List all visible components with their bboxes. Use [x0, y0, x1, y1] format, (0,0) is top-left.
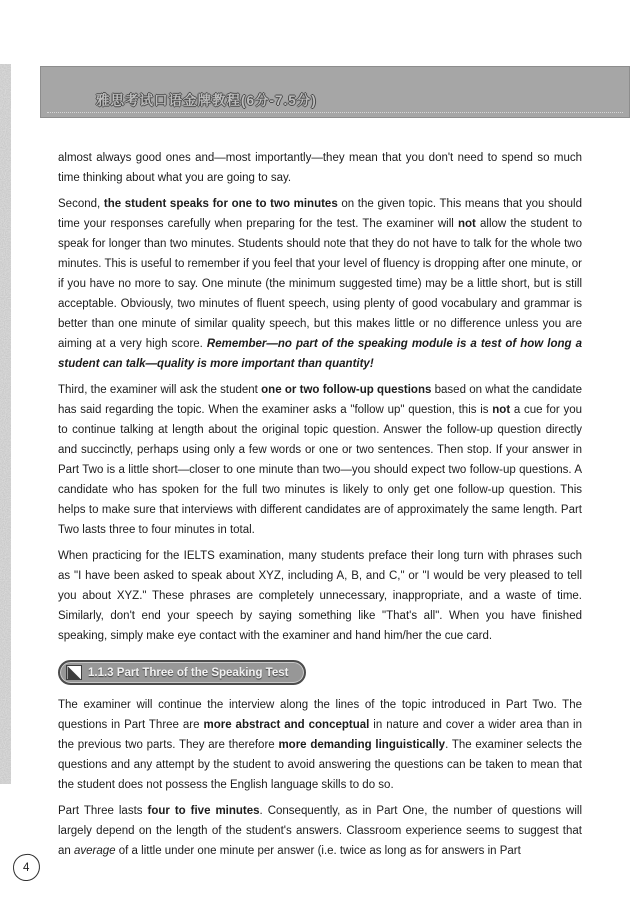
- page-number-badge: [12, 853, 42, 883]
- paragraph: Third, the examiner will ask the student one or two follow-up questions based on what the candidate has said regarding the topic. When the examiner asks a "follow up" question, this is not a cue for you to continue talking at length about the original topic question. Answer the follow-up question directly and succinctly, perhaps using only a few words or one or two sentences. Then stop. If your answer in Part Two is a little short—closer to one minute than two—you should expect two follow-up questions. A candidate who has spoken for the full two minutes is likely to only get one follow-up question. This helps to make sure that interviews with different candidates are of approximately the same length. Part Two lasts three to four minutes in total.: [58, 384, 582, 536]
- section-marker-icon: [66, 665, 82, 680]
- binding-texture: [0, 64, 11, 784]
- paragraph: Part Three lasts four to five minutes. Consequently, as in Part One, the number of questions will largely depend on the length of the student's answers. Classroom experience seems to suggest that an average of a little under one minute per answer (i.e. twice as long as for answers in Part: [58, 805, 583, 857]
- header-banner: [40, 66, 630, 118]
- paragraph: When practicing for the IELTS examination, many students preface their long turn with phrases such as "I have been asked to speak about XYZ, including A, B, and C," or "I would be very pleased to tell you about XYZ." These phrases are completely unnecessary, inappropriate, and a waste of time. Similarly, don't end your speech by saying something like "That's all". When you have finished speaking, simply make eye contact with the examiner and hand him/her the cue card.: [58, 550, 582, 642]
- banner-underline: [47, 112, 623, 113]
- banner-title: 雅思考试口语金牌教程(6分-7.5分): [96, 93, 317, 108]
- section-title: 1.1.3 Part Three of the Speaking Test: [88, 666, 289, 679]
- paragraph: almost always good ones and—most importantly—they mean that you don't need to spend so much time thinking about what you are going to say.: [58, 152, 582, 184]
- section-header: [58, 660, 306, 685]
- paragraph: Second, the student speaks for one to two minutes on the given topic. This means that you should time your responses carefully when preparing for the test. The examiner will not allow the student to speak for longer than two minutes. Students should note that they do not have to talk for the whole two minutes. This is useful to remember if you feel that your level of fluency is dropping after one minute, or if you have no more to say. One minute (the minimum suggested time) may be a little short, but is still acceptable. Obviously, two minutes of fluent speech, using plenty of good vocabulary and grammar is better than one minute of similar quality speech, but this makes little or no difference unless you are aiming at a very high score. Remember—no part of the speaking module is a test of how long a student can talk—quality is more important than quantity!: [58, 198, 582, 370]
- page-number: 4: [23, 861, 30, 874]
- page-content: [58, 148, 582, 867]
- paragraph: The examiner will continue the interview along the lines of the topic introduced in Part Two. The questions in Part Three are more abstract and conceptual in nature and cover a wider area than in the previous two parts. They are therefore more demanding linguistically. The examiner selects the questions and any attempt by the student to avoid answering the questions can be taken to mean that the student does not possess the English language skills to do so.: [58, 699, 582, 791]
